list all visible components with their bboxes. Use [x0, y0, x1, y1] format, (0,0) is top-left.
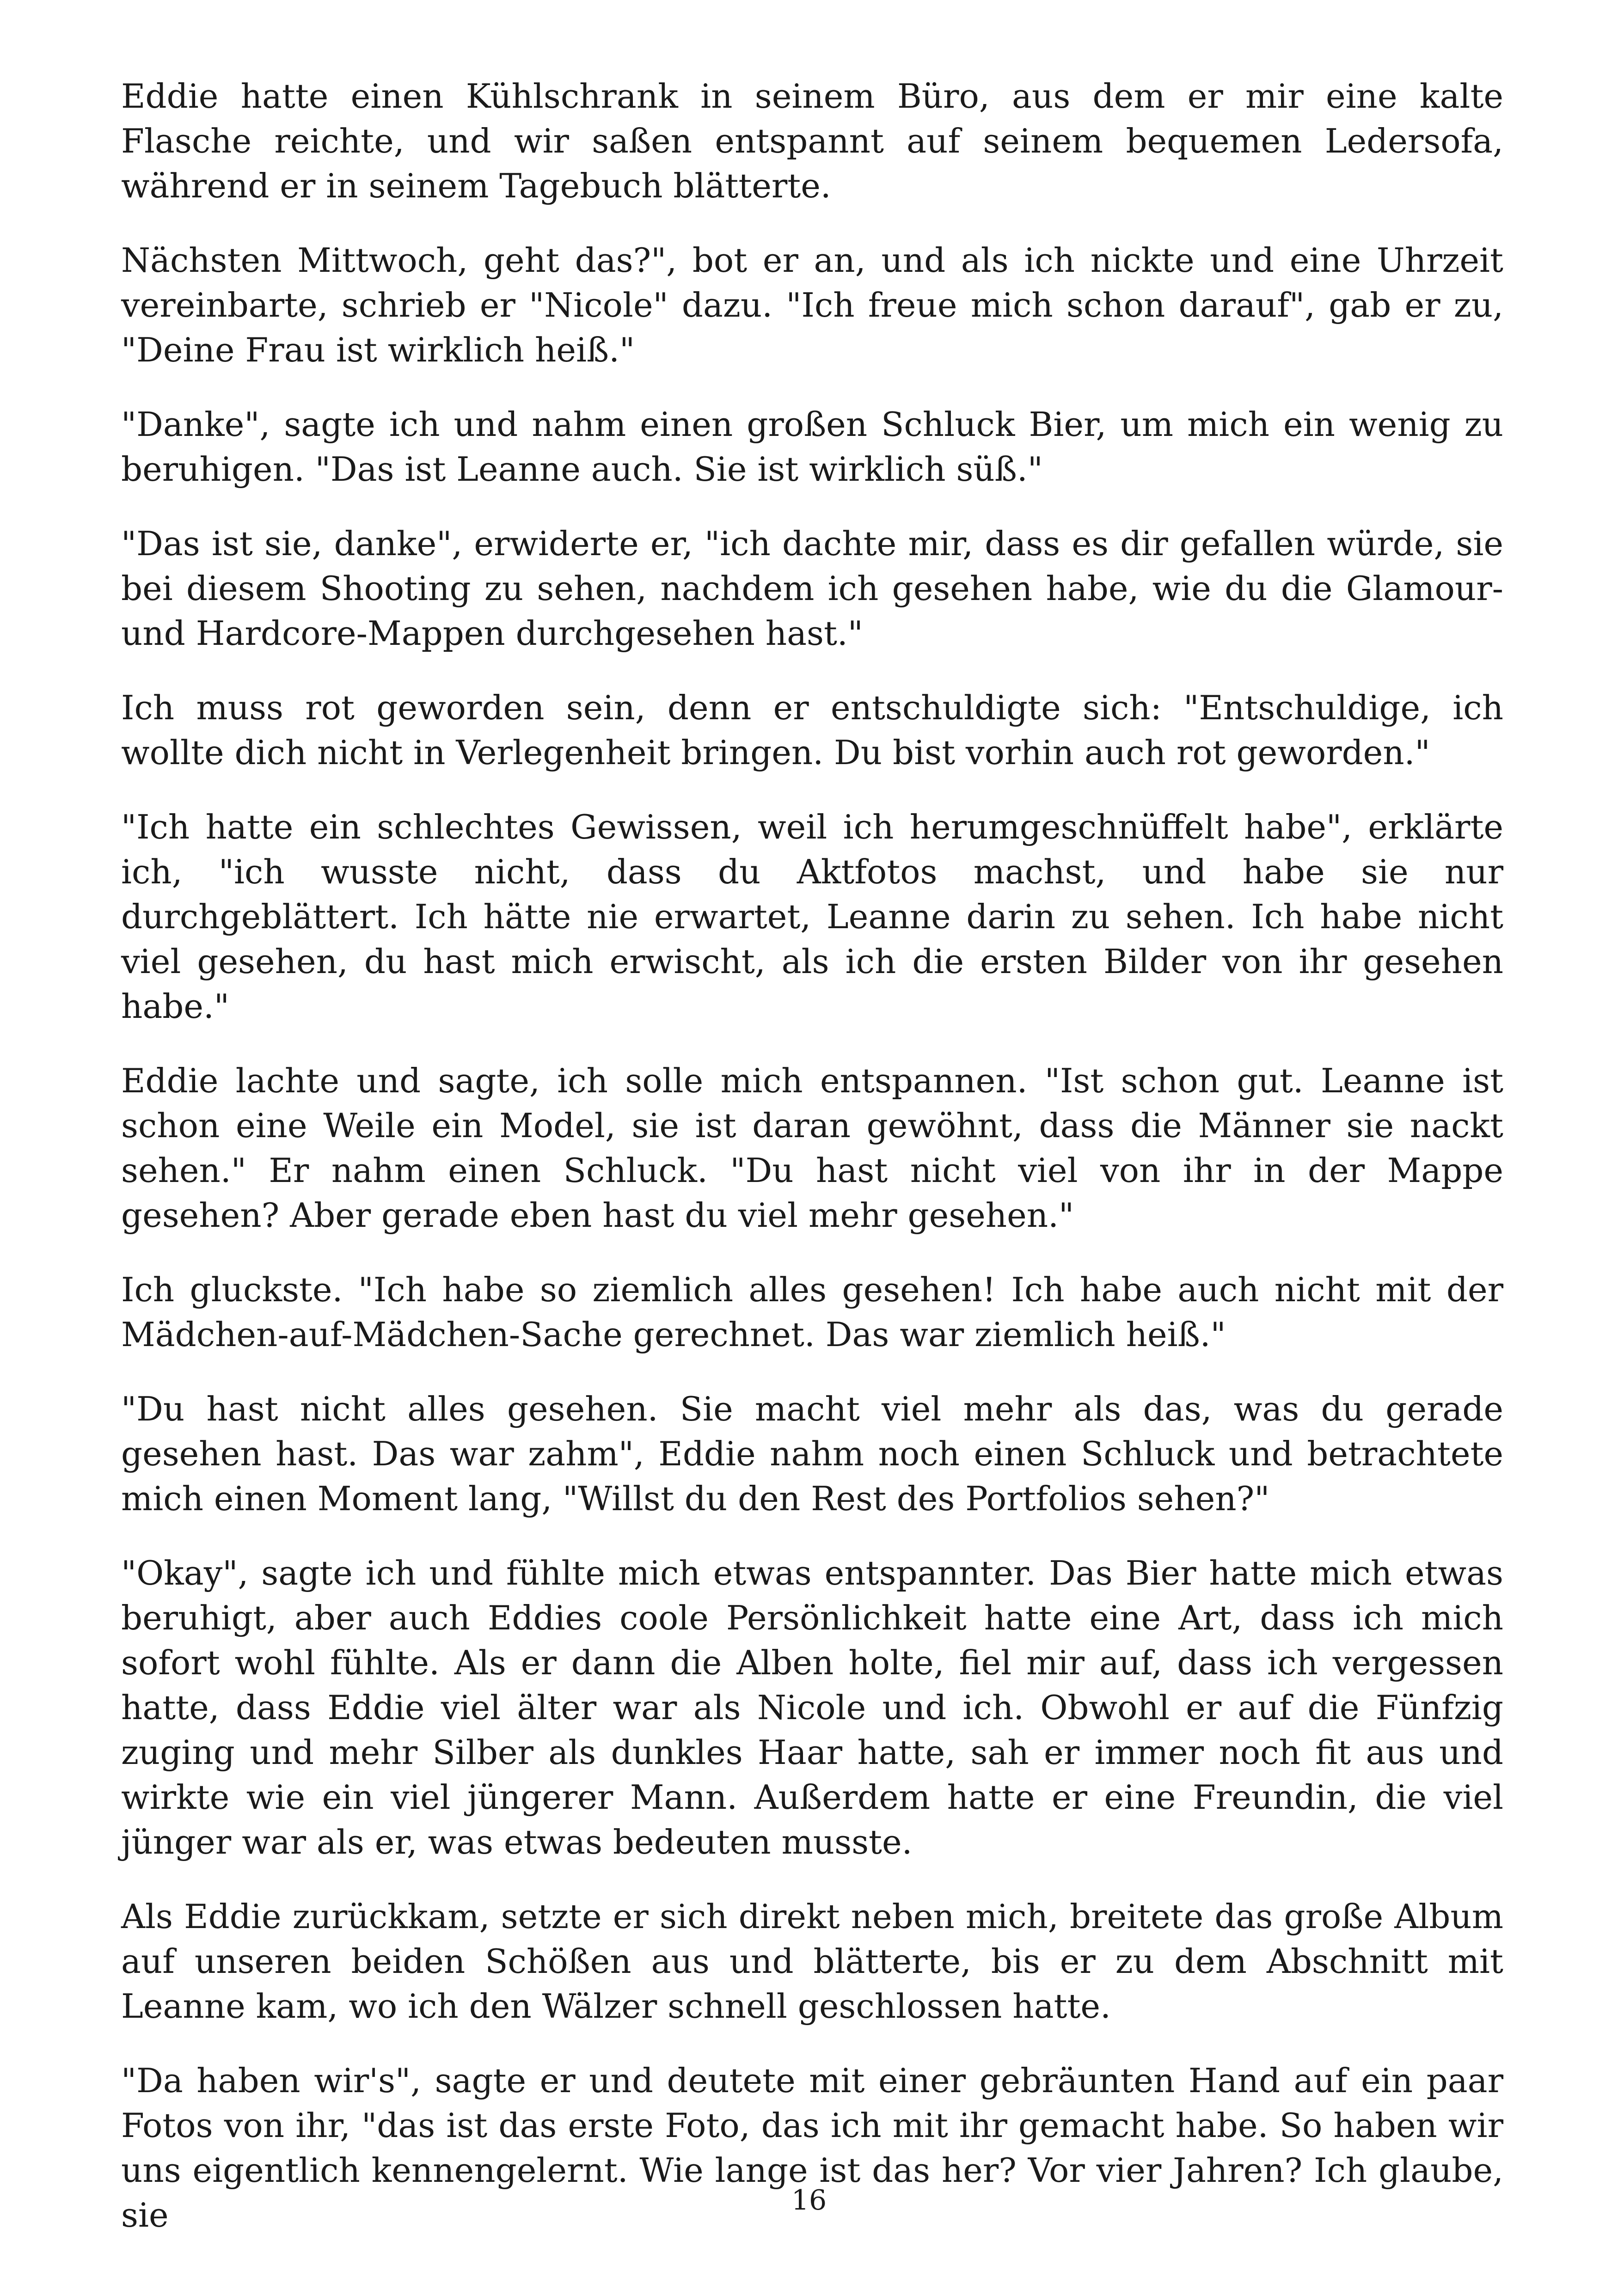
paragraph: Ich gluckste. "Ich habe so ziemlich alles gesehen! Ich habe auch nicht mit der Mädchen-auf-Mädchen-Sache gerechnet. Das war ziemlich heiß."	[121, 1270, 1503, 1354]
paragraph: "Ich hatte ein schlechtes Gewissen, weil ich herumgeschnüffelt habe", erklärte ich, "ich wusste nicht, dass du Aktfotos machst, und habe sie nur durchgeblättert. Ich hätte nie erwartet, Leanne darin zu sehen. Ich habe nicht viel gesehen, du hast mich erwischt, als ich die ersten Bilder von ihr gesehen habe."	[121, 808, 1503, 1026]
paragraph: Eddie hatte einen Kühlschrank in seinem Büro, aus dem er mir eine kalte Flasche reichte, und wir saßen entspannt auf seinem bequemen Ledersofa, während er in seinem Tagebuch blätterte.	[121, 77, 1503, 205]
paragraph: "Du hast nicht alles gesehen. Sie macht viel mehr als das, was du gerade gesehen hast. Das war zahm", Eddie nahm noch einen Schluck und betrachtete mich einen Moment lang, "Willst du den Rest des Portfolios sehen?"	[121, 1390, 1503, 1518]
paragraph: Eddie lachte und sagte, ich solle mich entspannen. "Ist schon gut. Leanne ist schon eine Weile ein Model, sie ist daran gewöhnt, dass die Männer sie nackt sehen." Er nahm einen Schluck. "Du hast nicht viel von ihr in der Mappe gesehen? Aber gerade eben hast du viel mehr gesehen."	[121, 1061, 1503, 1235]
page-number: 16	[791, 2184, 827, 2216]
page-body	[121, 74, 1503, 2267]
paragraph: Nächsten Mittwoch, geht das?", bot er an, und als ich nickte und eine Uhrzeit vereinbarte, schrieb er "Nicole" dazu. "Ich freue mich schon darauf", gab er zu, "Deine Frau ist wirklich heiß."	[121, 241, 1503, 369]
paragraph: "Das ist sie, danke", erwiderte er, "ich dachte mir, dass es dir gefallen würde, sie bei diesem Shooting zu sehen, nachdem ich gesehen habe, wie du die Glamour- und Hardcore-Mappen durchgesehen hast."	[121, 524, 1503, 653]
paragraph: "Danke", sagte ich und nahm einen großen Schluck Bier, um mich ein wenig zu beruhigen. "Das ist Leanne auch. Sie ist wirklich süß."	[121, 405, 1503, 489]
paragraph: "Da haben wir's", sagte er und deutete mit einer gebräunten Hand auf ein paar Fotos von ihr, "das ist das erste Foto, das ich mit ihr gemacht habe. So haben wir uns eigentlich kennengelernt. Wie lange ist das her? Vor vier Jahren? Ich glaube, sie	[121, 2061, 1503, 2235]
paragraph: Ich muss rot geworden sein, denn er entschuldigte sich: "Entschuldige, ich wollte dich nicht in Verlegenheit bringen. Du bist vorhin auch rot geworden."	[121, 688, 1503, 772]
paragraph: Als Eddie zurückkam, setzte er sich direkt neben mich, breitete das große Album auf unseren beiden Schößen aus und blätterte, bis er zu dem Abschnitt mit Leanne kam, wo ich den Wälzer schnell geschlossen hatte.	[121, 1897, 1503, 2026]
paragraph: "Okay", sagte ich und fühlte mich etwas entspannter. Das Bier hatte mich etwas beruhigt, aber auch Eddies coole Persönlichkeit hatte eine Art, dass ich mich sofort wohl fühlte. Als er dann die Alben holte, fiel mir auf, dass ich vergessen hatte, dass Eddie viel älter war als Nicole und ich. Obwohl er auf die Fünfzig zuging und mehr Silber als dunkles Haar hatte, sah er immer noch fit aus und wirkte wie ein viel jüngerer Mann. Außerdem hatte er eine Freundin, die viel jünger war als er, was etwas bedeuten musste.	[121, 1554, 1503, 1861]
